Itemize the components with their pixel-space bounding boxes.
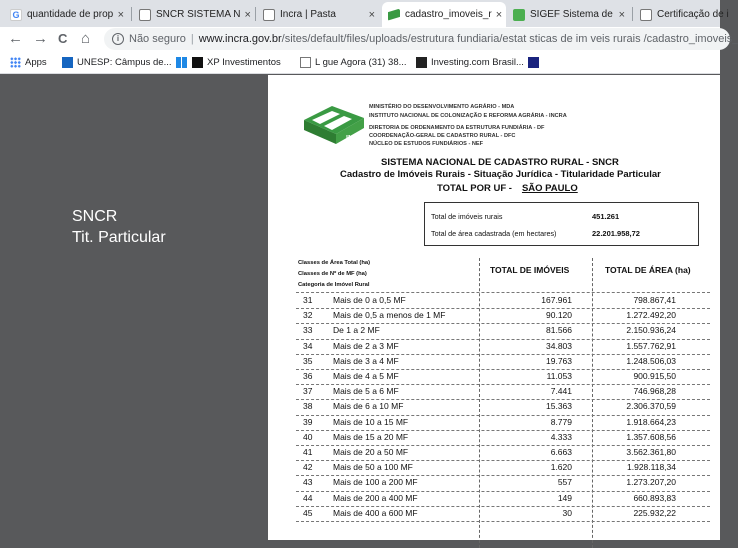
reload-button[interactable]: C (58, 31, 68, 46)
row-code: 41 (303, 447, 313, 457)
google-icon: G (10, 9, 22, 21)
class-header-line: Categoria de Imóvel Rural (298, 282, 370, 288)
row-description: Mais de 200 a 400 MF (333, 492, 418, 503)
table-row (296, 416, 710, 431)
sigef-icon (513, 9, 525, 21)
url-path: /sites/default/files/uploads/estrutura fundiaria/estat sticas de im veis rurais /cadastro_imoveis_ (281, 33, 738, 45)
header-line: DIRETORIA DE ORDENAMENTO DA ESTRUTURA FUNDIÁRIA - DF (369, 125, 545, 131)
info-icon[interactable]: i (112, 33, 124, 45)
summary-imoveis-value: 451.261 (592, 212, 620, 221)
caption-line: Tit. Particular (72, 229, 166, 246)
header-line: NÚCLEO DE ESTUDOS FUNDIÁRIOS - NEF (369, 141, 484, 147)
row-description: Mais de 5 a 6 MF (333, 386, 399, 397)
table-row (296, 294, 710, 309)
row-rule (296, 521, 710, 522)
row-code: 33 (303, 325, 313, 336)
table-row (296, 431, 710, 446)
investing-icon (416, 57, 427, 68)
header-rule (296, 292, 710, 293)
summary-box (424, 202, 699, 246)
row-total-imoveis: 15.363 (546, 401, 572, 412)
row-code: 36 (303, 371, 313, 381)
bookmark-investing[interactable] (416, 55, 524, 70)
tab-separator (131, 7, 132, 21)
logo-text: INCRA (346, 135, 369, 142)
row-total-area: 1.273.207,20 (626, 477, 676, 488)
summary-area-label: Total de área cadastrada (em hectares) (431, 229, 557, 238)
row-code: 37 (303, 386, 313, 397)
row-total-area: 225.932,22 (633, 507, 676, 518)
slide-left-panel (0, 75, 268, 540)
class-header (298, 258, 370, 291)
tab-quantidade[interactable] (4, 2, 130, 27)
class-header-line: Classes de Nº de MF (ha) (298, 271, 367, 277)
row-description: Mais de 2 a 3 MF (333, 340, 399, 351)
bookmark-windows[interactable] (176, 55, 191, 70)
col-header-imoveis: TOTAL DE IMÓVEIS (490, 265, 570, 275)
col-header-area: TOTAL DE ÁREA (ha) (605, 265, 691, 275)
table-row (296, 461, 710, 476)
row-code: 39 (303, 416, 313, 427)
tab-sncr[interactable] (133, 2, 253, 27)
row-total-imoveis: 81.566 (546, 325, 572, 336)
row-total-imoveis: 4.333 (550, 431, 572, 442)
row-code: 35 (303, 355, 313, 366)
class-header-line: Classes de Área Total (ha) (298, 260, 371, 266)
row-description: De 1 a 2 MF (333, 325, 380, 336)
row-total-area: 2.150.936,24 (626, 325, 676, 336)
divider: | (190, 33, 194, 45)
close-icon[interactable]: × (368, 8, 375, 21)
bookmark-label: Investing.com Brasil... (431, 57, 524, 68)
close-icon[interactable]: × (244, 8, 251, 21)
row-description: Mais de 50 a 100 MF (333, 462, 413, 473)
total-por-uf (437, 183, 578, 194)
row-total-area: 746.968,28 (633, 386, 676, 397)
security-label: Não seguro (129, 33, 186, 45)
row-total-area: 1.248.506,03 (626, 355, 676, 366)
row-code: 45 (303, 507, 313, 518)
browser-tab-strip (0, 0, 729, 27)
incra-logo (302, 100, 369, 146)
table-row (296, 400, 710, 415)
tab-title: Certificação de i (657, 9, 729, 20)
url-host: www.incra.gov.br (198, 33, 282, 45)
table-row (296, 507, 710, 522)
page-icon (139, 9, 151, 21)
row-total-area: 660.893,83 (633, 492, 676, 503)
row-total-imoveis: 30 (562, 507, 572, 518)
table-row (296, 492, 710, 507)
page-icon (300, 57, 311, 68)
row-total-imoveis: 1.620 (550, 462, 572, 473)
table-row (296, 370, 710, 385)
home-button[interactable]: ⌂ (81, 30, 91, 47)
row-description: Mais de 15 a 20 MF (333, 431, 409, 442)
forward-button[interactable]: → (33, 30, 48, 47)
header-line: INSTITUTO NACIONAL DE COLONIZAÇÃO E REFORMA AGRÁRIA - INCRA (369, 113, 567, 119)
row-total-imoveis: 167.961 (541, 295, 572, 305)
header-line: COORDENAÇÃO-GERAL DE CADASTRO RURAL - DFC (369, 133, 516, 139)
close-icon[interactable]: × (618, 8, 625, 21)
tab-sigef[interactable] (507, 2, 631, 27)
row-code: 32 (303, 310, 313, 321)
row-code: 40 (303, 431, 313, 442)
row-total-area: 3.562.361,80 (626, 447, 676, 457)
table-row (296, 309, 710, 324)
browser-toolbar (0, 27, 738, 51)
bookmark-label: Apps (25, 57, 47, 68)
row-total-imoveis: 11.053 (546, 371, 572, 381)
row-total-imoveis: 6.663 (550, 447, 572, 457)
row-description: Mais de 0,5 a menos de 1 MF (333, 310, 446, 321)
table-row (296, 355, 710, 370)
row-description: Mais de 20 a 50 MF (333, 447, 409, 457)
page-icon (263, 9, 275, 21)
table-row (296, 385, 710, 400)
unesp-icon (62, 57, 73, 68)
address-bar[interactable] (104, 28, 738, 50)
caption-line: SNCR (72, 208, 118, 225)
tab-cadastro-imoveis[interactable] (382, 2, 506, 27)
tab-title: SNCR SISTEMA N (156, 9, 241, 20)
row-description: Mais de 100 a 200 MF (333, 477, 418, 488)
row-total-area: 1.272.492,20 (626, 310, 676, 321)
row-total-area: 798.867,41 (633, 295, 676, 305)
row-total-imoveis: 34.803 (546, 340, 572, 351)
tab-separator (255, 7, 256, 21)
row-total-area: 900.915,50 (633, 371, 676, 381)
summary-area-value: 22.201.958,72 (592, 229, 640, 238)
slide-caption (72, 206, 166, 248)
row-total-area: 2.306.370,59 (626, 401, 676, 412)
table-row (296, 446, 710, 461)
bookmark-label: UNESP: Câmpus de... (77, 57, 172, 68)
row-total-imoveis: 557 (557, 477, 572, 488)
row-total-imoveis: 7.441 (550, 386, 572, 397)
total-label: TOTAL POR UF - (437, 183, 512, 194)
document-title: SISTEMA NACIONAL DE CADASTRO RURAL - SNCR (381, 157, 619, 168)
uf-name: SÃO PAULO (521, 183, 578, 194)
tab-separator (632, 7, 633, 21)
table-row (296, 324, 710, 339)
row-total-imoveis: 90.120 (546, 310, 572, 321)
row-description: Mais de 0 a 0,5 MF (333, 295, 406, 305)
row-total-imoveis: 8.779 (550, 416, 572, 427)
row-description: Mais de 10 a 15 MF (333, 416, 409, 427)
row-description: Mais de 3 a 4 MF (333, 355, 399, 366)
row-code: 44 (303, 492, 313, 503)
row-code: 42 (303, 462, 313, 473)
tab-title: Incra | Pasta (280, 9, 336, 20)
summary-imoveis-label: Total de imóveis rurais (431, 212, 503, 221)
windows-icon (176, 57, 187, 68)
bookmark-apps[interactable] (10, 55, 47, 70)
row-total-imoveis: 149 (557, 492, 572, 503)
row-description: Mais de 4 a 5 MF (333, 371, 399, 381)
row-code: 43 (303, 477, 313, 488)
document-subtitle: Cadastro de Imóveis Rurais - Situação Jurídica - Titularidade Particular (340, 169, 661, 180)
tab-title: cadastro_imoveis_r (405, 9, 492, 20)
row-total-area: 1.918.664,23 (626, 416, 676, 427)
row-code: 38 (303, 401, 313, 412)
bookmark-unesp[interactable] (62, 55, 172, 70)
row-total-area: 1.557.762,91 (626, 340, 676, 351)
table-row (296, 476, 710, 491)
close-icon[interactable]: × (495, 8, 503, 21)
row-total-area: 1.928.118,34 (627, 462, 676, 473)
close-icon[interactable]: × (117, 8, 124, 21)
tab-title: SIGEF Sistema de (530, 9, 613, 20)
bookmark-label: L gue Agora (31) 38... (315, 57, 407, 68)
page-icon (640, 9, 652, 21)
bookmark-xp[interactable] (192, 55, 281, 70)
row-code: 34 (303, 340, 313, 351)
incra-icon (388, 9, 400, 21)
apps-grid-icon (10, 57, 21, 68)
table-row (296, 340, 710, 355)
bookmarks-bar (0, 51, 720, 74)
row-description: Mais de 400 a 600 MF (333, 507, 418, 518)
dark-square-icon (528, 57, 539, 68)
bookmark-dark[interactable] (528, 55, 543, 70)
row-total-imoveis: 19.763 (546, 355, 572, 366)
row-code: 31 (303, 295, 313, 305)
tab-title: quantidade de prop (27, 9, 114, 20)
tab-incra-pasta[interactable] (257, 2, 381, 27)
xp-icon (192, 57, 203, 68)
row-total-area: 1.357.608,56 (626, 431, 676, 442)
header-line: MINISTÉRIO DO DESENVOLVIMENTO AGRÁRIO - MDA (369, 104, 515, 110)
back-button[interactable]: ← (8, 30, 23, 47)
tab-certificacao[interactable] (634, 2, 729, 27)
bookmark-ligue-agora[interactable] (300, 55, 407, 70)
row-description: Mais de 6 a 10 MF (333, 401, 404, 412)
bookmark-label: XP Investimentos (207, 57, 281, 68)
